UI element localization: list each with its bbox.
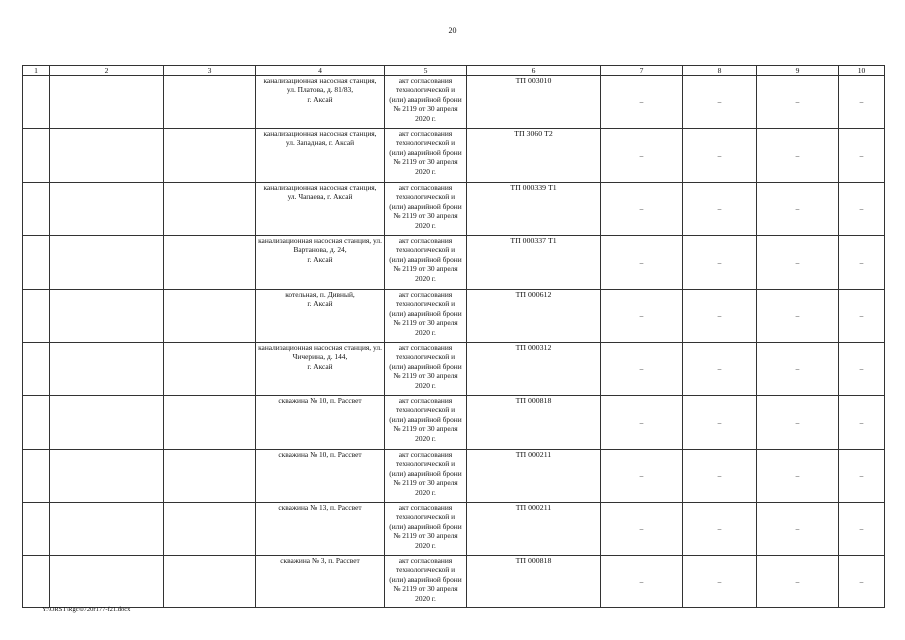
document-cell: акт согласования технологической и (или) аварийной брони № 2119 от 30 апреля 2020 г. [385,503,467,556]
dash-cell: – [839,556,885,608]
empty-cell [50,556,164,608]
dash-cell: – [839,129,885,183]
document-cell: акт согласования технологической и (или) аварийной брони № 2119 от 30 апреля 2020 г. [385,396,467,450]
object-name-cell: канализационная насосная станция, ул. Западная, г. Аксай [256,129,385,183]
dash-cell: – [601,396,683,450]
tp-number-cell: ТП 000818 [467,556,601,608]
tp-number-cell: ТП 000211 [467,450,601,503]
tp-number-cell: ТП 000818 [467,396,601,450]
dash-cell: – [839,236,885,290]
empty-cell [50,183,164,236]
document-cell: акт согласования технологической и (или) аварийной брони № 2119 от 30 апреля 2020 г. [385,183,467,236]
empty-cell [23,396,50,450]
column-header: 10 [839,66,885,76]
dash-cell: – [601,556,683,608]
tp-number-cell: ТП 000312 [467,343,601,396]
table-row [23,556,885,608]
empty-cell [50,129,164,183]
empty-cell [23,556,50,608]
dash-cell: – [601,343,683,396]
column-header: 5 [385,66,467,76]
dash-cell: – [757,236,839,290]
table-row [23,129,885,183]
dash-cell: – [601,503,683,556]
tp-number-cell: ТП 000337 Т1 [467,236,601,290]
dash-cell: – [683,129,757,183]
table-row [23,290,885,343]
dash-cell: – [683,450,757,503]
footer-file-path: Y:\ORST\Rgc\0720r177-f21.docx [42,606,131,613]
dash-cell: – [601,183,683,236]
empty-cell [164,396,256,450]
empty-cell [50,76,164,129]
page-number: 20 [448,26,457,35]
empty-cell [164,503,256,556]
dash-cell: – [757,556,839,608]
object-name-cell: канализационная насосная станция, ул. Чичерина, д. 144, г. Аксай [256,343,385,396]
dash-cell: – [839,343,885,396]
empty-cell [23,129,50,183]
dash-cell: – [839,290,885,343]
column-header: 9 [757,66,839,76]
dash-cell: – [757,343,839,396]
table-row [23,183,885,236]
dash-cell: – [683,503,757,556]
document-cell: акт согласования технологической и (или) аварийной брони № 2119 от 30 апреля 2020 г. [385,76,467,129]
dash-cell: – [839,503,885,556]
dash-cell: – [839,183,885,236]
document-cell: акт согласования технологической и (или) аварийной брони № 2119 от 30 апреля 2020 г. [385,450,467,503]
column-header: 1 [23,66,50,76]
document-cell: акт согласования технологической и (или) аварийной брони № 2119 от 30 апреля 2020 г. [385,343,467,396]
dash-cell: – [757,76,839,129]
dash-cell: – [683,396,757,450]
dash-cell: – [683,343,757,396]
dash-cell: – [683,236,757,290]
empty-cell [50,503,164,556]
empty-cell [23,343,50,396]
dash-cell: – [839,76,885,129]
empty-cell [164,76,256,129]
dash-cell: – [601,76,683,129]
dash-cell: – [683,556,757,608]
empty-cell [164,556,256,608]
column-header: 6 [467,66,601,76]
column-header: 2 [50,66,164,76]
dash-cell: – [757,396,839,450]
dash-cell: – [757,183,839,236]
tp-number-cell: ТП 000339 Т1 [467,183,601,236]
empty-cell [50,450,164,503]
table-row [23,343,885,396]
object-name-cell: котельная, п. Дивный, г. Аксай [256,290,385,343]
object-name-cell: скважина № 10, п. Рассвет [256,450,385,503]
table-row [23,450,885,503]
empty-cell [164,183,256,236]
document-cell: акт согласования технологической и (или) аварийной брони № 2119 от 30 апреля 2020 г. [385,556,467,608]
tp-number-cell: ТП 3060 Т2 [467,129,601,183]
dash-cell: – [683,76,757,129]
dash-cell: – [757,450,839,503]
dash-cell: – [601,236,683,290]
object-name-cell: канализационная насосная станция, ул. Платова, д. 81/83, г. Аксай [256,76,385,129]
tp-number-cell: ТП 000612 [467,290,601,343]
empty-cell [23,450,50,503]
dash-cell: – [757,503,839,556]
document-cell: акт согласования технологической и (или) аварийной брони № 2119 от 30 апреля 2020 г. [385,129,467,183]
empty-cell [23,236,50,290]
dash-cell: – [601,450,683,503]
dash-cell: – [757,290,839,343]
dash-cell: – [757,129,839,183]
object-name-cell: скважина № 10, п. Рассвет [256,396,385,450]
empty-cell [164,450,256,503]
document-cell: акт согласования технологической и (или) аварийной брони № 2119 от 30 апреля 2020 г. [385,290,467,343]
column-header: 3 [164,66,256,76]
dash-cell: – [839,450,885,503]
empty-cell [50,236,164,290]
empty-cell [50,343,164,396]
empty-cell [164,343,256,396]
object-name-cell: канализационная насосная станция, ул. Чапаева, г. Аксай [256,183,385,236]
column-header: 7 [601,66,683,76]
dash-cell: – [683,183,757,236]
empty-cell [50,290,164,343]
table-row [23,76,885,129]
table-row [23,503,885,556]
empty-cell [164,290,256,343]
dash-cell: – [601,290,683,343]
dash-cell: – [683,290,757,343]
empty-cell [23,503,50,556]
column-header: 8 [683,66,757,76]
document-cell: акт согласования технологической и (или) аварийной брони № 2119 от 30 апреля 2020 г. [385,236,467,290]
dash-cell: – [601,129,683,183]
empty-cell [164,129,256,183]
tp-number-cell: ТП 000211 [467,503,601,556]
table-row [23,236,885,290]
object-name-cell: скважина № 3, п. Рассвет [256,556,385,608]
column-header: 4 [256,66,385,76]
column-number-row [23,66,885,76]
tp-number-cell: ТП 003010 [467,76,601,129]
empty-cell [23,76,50,129]
data-table [22,65,885,608]
empty-cell [23,290,50,343]
object-name-cell: канализационная насосная станция, ул. Вартанова, д. 24, г. Аксай [256,236,385,290]
empty-cell [50,396,164,450]
dash-cell: – [839,396,885,450]
object-name-cell: скважина № 13, п. Рассвет [256,503,385,556]
table-row [23,396,885,450]
empty-cell [23,183,50,236]
empty-cell [164,236,256,290]
